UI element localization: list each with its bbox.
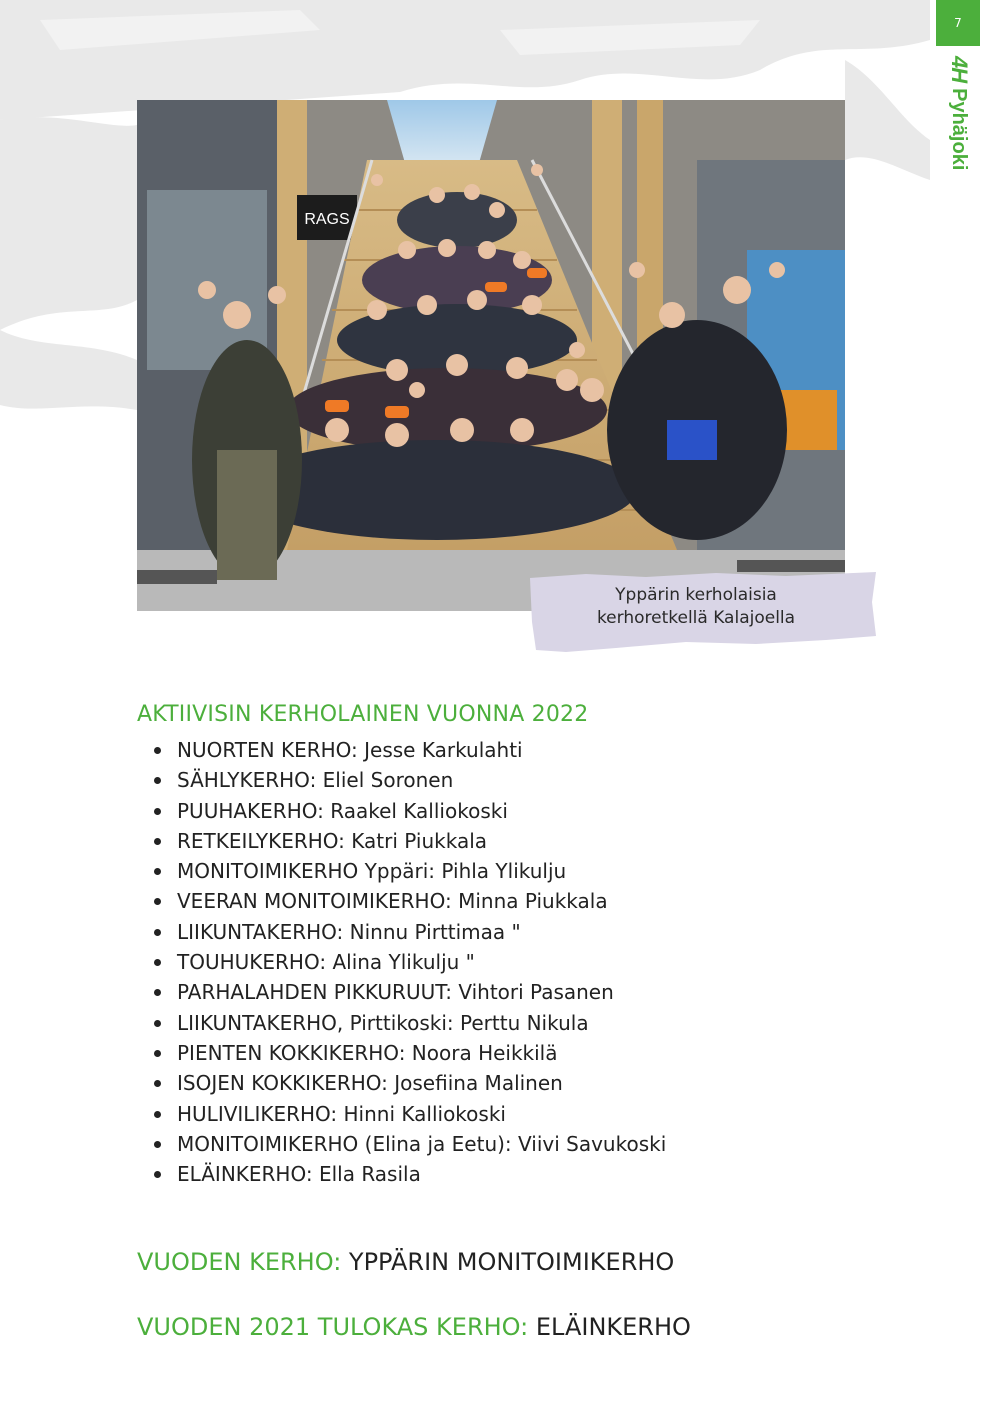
- list-item: TOUHUKERHO: Alina Ylikulju ": [151, 947, 666, 977]
- awards-list: [151, 735, 666, 1189]
- list-item: SÄHLYKERHO: Eliel Soronen: [151, 765, 666, 795]
- newcomer-club: [137, 1313, 691, 1341]
- newcomer-club-label: VUODEN 2021 TULOKAS KERHO:: [137, 1313, 529, 1341]
- section-title-most-active: AKTIIVISIN KERHOLAINEN VUONNA 2022: [137, 702, 589, 727]
- brand-name: Pyhäjoki: [948, 88, 971, 171]
- list-item: PIENTEN KOKKIKERHO: Noora Heikkilä: [151, 1038, 666, 1068]
- list-item: VEERAN MONITOIMIKERHO: Minna Piukkala: [151, 886, 666, 916]
- caption-line-2: kerhoretkellä Kalajoella: [596, 608, 796, 628]
- caption-line-1: Yppärin kerholaisia: [615, 585, 777, 605]
- list-item: ISOJEN KOKKIKERHO: Josefiina Malinen: [151, 1068, 666, 1098]
- brand-vertical: [942, 56, 976, 196]
- list-item: ELÄINKERHO: Ella Rasila: [151, 1159, 666, 1189]
- list-item: RETKEILYKERHO: Katri Piukkala: [151, 826, 666, 856]
- list-item: LIIKUNTAKERHO: Ninnu Pirttimaa ": [151, 917, 666, 947]
- list-item: MONITOIMIKERHO Yppäri: Pihla Ylikulju: [151, 856, 666, 886]
- club-of-year-label: VUODEN KERHO:: [137, 1248, 342, 1276]
- 4h-logo-icon: 4H: [947, 56, 972, 83]
- club-of-year-value: YPPÄRIN MONITOIMIKERHO: [348, 1248, 675, 1276]
- photo-caption: [526, 572, 878, 654]
- store-sign: RAGS: [304, 211, 350, 228]
- list-item: NUORTEN KERHO: Jesse Karkulahti: [151, 735, 666, 765]
- group-photo-illustration: [137, 100, 845, 611]
- page-number-tab: [936, 0, 980, 46]
- newcomer-club-value: ELÄINKERHO: [535, 1313, 691, 1341]
- list-item: LIIKUNTAKERHO, Pirttikoski: Perttu Nikula: [151, 1008, 666, 1038]
- page-number: 7: [954, 16, 962, 30]
- list-item: PUUHAKERHO: Raakel Kalliokoski: [151, 796, 666, 826]
- group-photo: [137, 100, 845, 611]
- list-item: HULIVILIKERHO: Hinni Kalliokoski: [151, 1099, 666, 1129]
- club-of-year: [137, 1248, 674, 1276]
- list-item: MONITOIMIKERHO (Elina ja Eetu): Viivi Savukoski: [151, 1129, 666, 1159]
- list-item: PARHALAHDEN PIKKURUUT: Vihtori Pasanen: [151, 977, 666, 1007]
